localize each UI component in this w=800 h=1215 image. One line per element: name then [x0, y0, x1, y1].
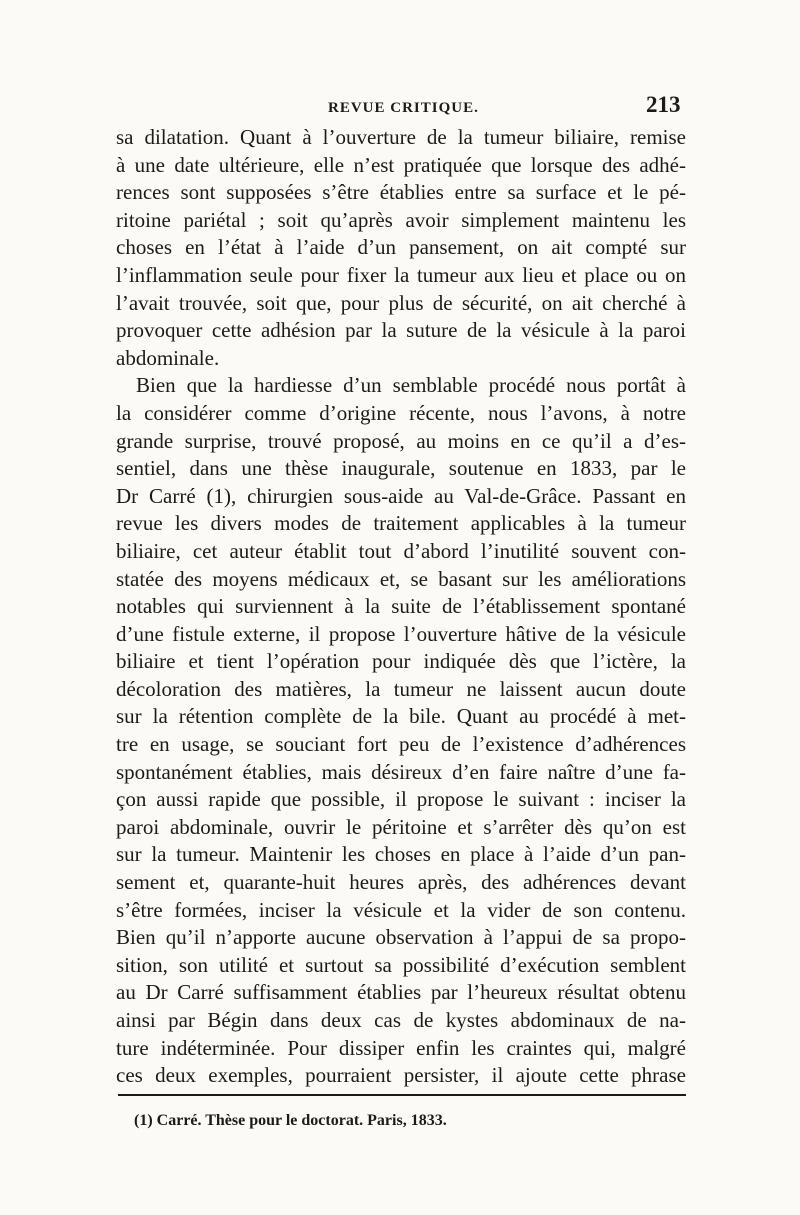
- text-line: d’une fistule externe, il propose l’ouverture hâtive de la vésicule: [116, 621, 686, 646]
- text-line: sa dilatation. Quant à l’ouverture de la tumeur biliaire, remise: [116, 125, 686, 149]
- text-line: la considérer comme d’origine récente, nous l’avons, à notre: [116, 400, 686, 425]
- text-line: abdominale.: [116, 345, 220, 370]
- text-line: Bien qu’il n’apporte aucune observation à l’appui de sa propo-: [116, 925, 686, 950]
- text-line: biliaire et tient l’opération pour indiquée dès que l’ictère, la: [116, 649, 686, 674]
- text-line: l’inflammation seule pour fixer la tumeur aux lieu et place ou on: [116, 262, 686, 287]
- body-text: [116, 124, 686, 1090]
- text-line: l’avait trouvée, soit que, pour plus de sécurité, on ait cherché à: [116, 290, 686, 315]
- text-line: au Dr Carré suffisamment établies par l’heureux résultat obtenu: [116, 980, 686, 1005]
- running-title: REVUE CRITIQUE.: [328, 100, 479, 116]
- text-line: rences sont supposées s’être établies entre sa surface et le pé-: [116, 180, 686, 205]
- text-line: sur la rétention complète de la bile. Quant au procédé à met-: [116, 704, 686, 729]
- text-line: sement et, quarante-huit heures après, des adhérences devant: [116, 870, 686, 895]
- text-line: ture indéterminée. Pour dissiper enfin les craintes qui, malgré: [116, 1035, 686, 1060]
- text-line: Bien que la hardiesse d’un semblable procédé nous portât à: [136, 373, 686, 398]
- text-line: à une date ultérieure, elle n’est pratiquée que lorsque des adhé-: [116, 152, 686, 177]
- text-line: ainsi par Bégin dans deux cas de kystes abdominaux de na-: [116, 1008, 686, 1032]
- footnote: (1) Carré. Thèse pour le doctorat. Paris, 1833.: [134, 1112, 447, 1129]
- text-line: sition, son utilité et surtout sa possibilité d’exécution semblent: [116, 952, 686, 977]
- text-line: Dr Carré (1), chirurgien sous-aide au Val-de-Grâce. Passant en: [116, 483, 686, 508]
- text-line: sur la tumeur. Maintenir les choses en place à l’aide d’un pan-: [116, 842, 686, 867]
- text-line: ces deux exemples, pourraient persister, il ajoute cette phrase: [116, 1063, 686, 1088]
- text-line: statée des moyens médicaux et, se basant sur les améliorations: [116, 566, 686, 591]
- page-header: [0, 92, 800, 122]
- text-line: décoloration des matières, la tumeur ne laissent aucun doute: [116, 676, 686, 701]
- text-line: biliaire, cet auteur établit tout d’abord l’inutilité souvent con-: [116, 538, 686, 563]
- page-number: 213: [646, 92, 681, 117]
- text-line: ritoine pariétal ; soit qu’après avoir simplement maintenu les: [116, 207, 686, 232]
- text-line: tre en usage, se souciant fort peu de l’existence d’adhérences: [116, 732, 686, 757]
- text-line: paroi abdominale, ouvrir le péritoine et s’arrêter dès qu’on est: [116, 814, 686, 839]
- footnote-divider: [118, 1094, 686, 1096]
- text-line: çon aussi rapide que possible, il propose le suivant : inciser la: [116, 787, 686, 812]
- text-line: s’être formées, inciser la vésicule et la vider de son contenu.: [116, 897, 686, 922]
- text-line: sentiel, dans une thèse inaugurale, soutenue en 1833, par le: [116, 456, 686, 481]
- text-line: revue les divers modes de traitement applicables à la tumeur: [116, 511, 686, 536]
- text-line: notables qui surviennent à la suite de l’établissement spontané: [116, 594, 686, 619]
- text-line: spontanément établies, mais désireux d’en faire naître d’une fa-: [116, 759, 686, 784]
- text-line: provoquer cette adhésion par la suture de la vésicule à la paroi: [116, 318, 686, 343]
- text-line: grande surprise, trouvé proposé, au moins en ce qu’il a d’es-: [116, 428, 686, 453]
- text-line: choses en l’état à l’aide d’un pansement, on ait compté sur: [116, 235, 686, 260]
